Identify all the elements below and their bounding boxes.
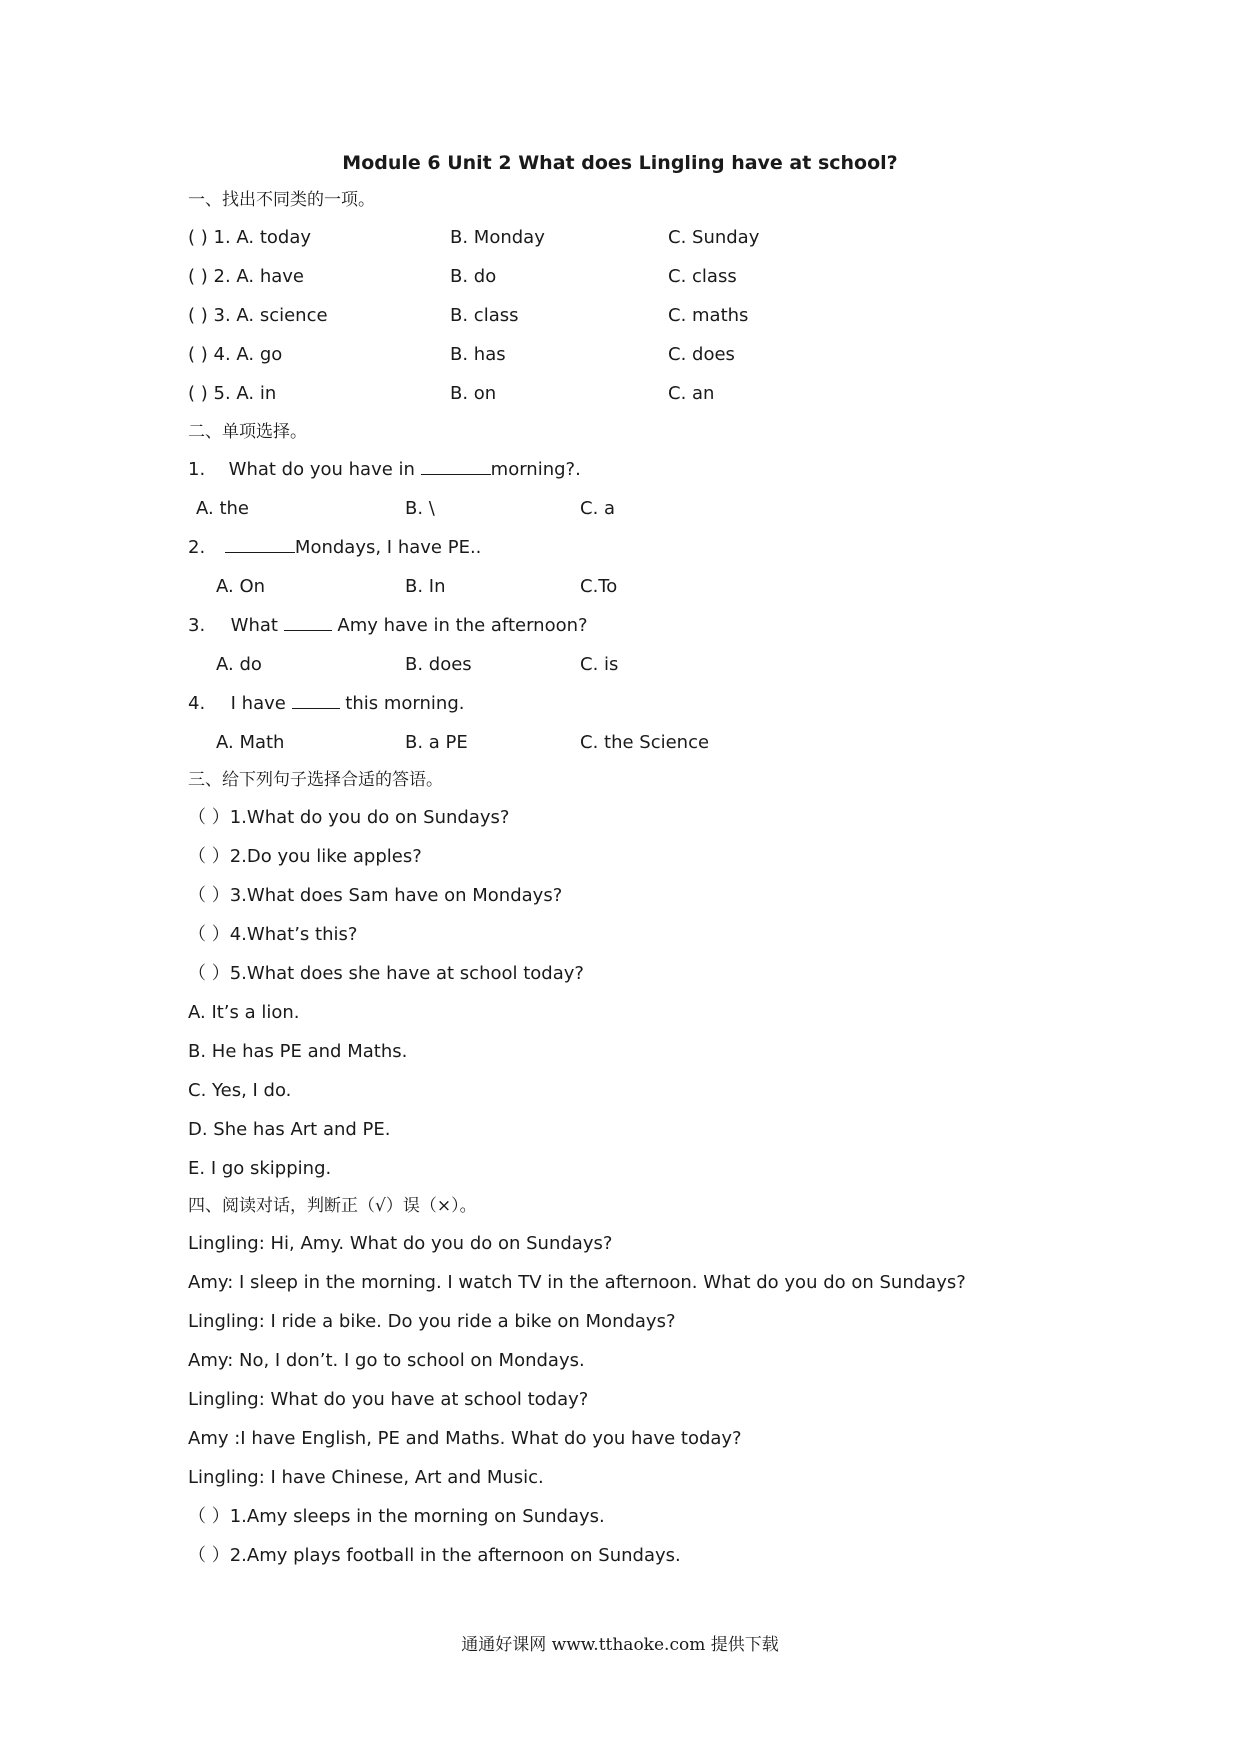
s2-q4-option-c: C. the Science bbox=[580, 732, 710, 753]
dialogue-line-5: Lingling: What do you have at school today? bbox=[188, 1389, 589, 1410]
s2-q1-before: What do you have in bbox=[228, 459, 421, 480]
s2-q3-option-c: C. is bbox=[580, 654, 619, 675]
s2-question-2 bbox=[188, 536, 481, 560]
s1-item-5-a: ( ) 5. A. in bbox=[188, 383, 277, 404]
dialogue-line-2: Amy: I sleep in the morning. I watch TV in the afternoon. What do you do on Sundays? bbox=[188, 1272, 966, 1293]
s1-item-2-c: C. class bbox=[668, 266, 737, 287]
s2-q4-before: I have bbox=[230, 693, 292, 714]
s2-q1-option-a: A. the bbox=[196, 498, 249, 519]
dialogue-line-7: Lingling: I have Chinese, Art and Music. bbox=[188, 1467, 544, 1488]
s3-question-3: （ ）3.What does Sam have on Mondays? bbox=[188, 885, 563, 906]
section2-heading: 二、单项选择。 bbox=[188, 422, 307, 442]
s1-item-1-b: B. Monday bbox=[450, 227, 545, 248]
section3-heading: 三、给下列句子选择合适的答语。 bbox=[188, 770, 443, 790]
s2-q2-num: 2. bbox=[188, 537, 206, 558]
s1-item-5-c: C. an bbox=[668, 383, 715, 404]
s1-item-4-b: B. has bbox=[450, 344, 506, 365]
s2-q4-after: this morning. bbox=[339, 693, 465, 714]
s2-q3-num: 3. bbox=[188, 615, 206, 636]
dialogue-line-6: Amy :I have English, PE and Maths. What do you have today? bbox=[188, 1428, 742, 1449]
dialogue-line-3: Lingling: I ride a bike. Do you ride a bike on Mondays? bbox=[188, 1311, 676, 1332]
dialogue-line-4: Amy: No, I don’t. I go to school on Mondays. bbox=[188, 1350, 585, 1371]
judgement-2: （ ）2.Amy plays football in the afternoon on Sundays. bbox=[188, 1545, 681, 1566]
answer-blank bbox=[225, 536, 295, 553]
judgement-1: （ ）1.Amy sleeps in the morning on Sundays. bbox=[188, 1506, 605, 1527]
s2-q4-option-a: A. Math bbox=[216, 732, 285, 753]
s3-answer-b: B. He has PE and Maths. bbox=[188, 1041, 408, 1062]
s3-question-2: （ ）2.Do you like apples? bbox=[188, 846, 422, 867]
s2-question-4 bbox=[188, 692, 464, 716]
s1-item-2-b: B. do bbox=[450, 266, 497, 287]
s2-q3-option-a: A. do bbox=[216, 654, 262, 675]
s2-question-3 bbox=[188, 614, 588, 638]
s1-item-3-a: ( ) 3. A. science bbox=[188, 305, 328, 326]
s2-q2-after: Mondays, I have PE.. bbox=[294, 537, 482, 558]
s1-item-4-a: ( ) 4. A. go bbox=[188, 344, 283, 365]
s3-answer-c: C. Yes, I do. bbox=[188, 1080, 292, 1101]
s2-q4-num: 4. bbox=[188, 693, 206, 714]
section4-heading: 四、阅读对话，判断正（√）误（×）。 bbox=[188, 1196, 477, 1216]
s2-q2-option-b: B. In bbox=[405, 576, 446, 597]
s1-item-5-b: B. on bbox=[450, 383, 497, 404]
s2-q1-option-c: C. a bbox=[580, 498, 616, 519]
s2-q3-before: What bbox=[230, 615, 284, 636]
s3-answer-d: D. She has Art and PE. bbox=[188, 1119, 391, 1140]
s3-question-5: （ ）5.What does she have at school today? bbox=[188, 963, 584, 984]
worksheet-title: Module 6 Unit 2 What does Lingling have at school? bbox=[342, 152, 898, 174]
section1-heading: 一、找出不同类的一项。 bbox=[188, 190, 375, 210]
s2-q3-after: Amy have in the afternoon? bbox=[331, 615, 588, 636]
s2-q4-option-b: B. a PE bbox=[405, 732, 468, 753]
s2-question-1 bbox=[188, 458, 581, 482]
answer-blank bbox=[421, 458, 491, 475]
dialogue-line-1: Lingling: Hi, Amy. What do you do on Sundays? bbox=[188, 1233, 613, 1254]
s2-q1-after: morning?. bbox=[490, 459, 581, 480]
s1-item-2-a: ( ) 2. A. have bbox=[188, 266, 304, 287]
s3-answer-a: A. It’s a lion. bbox=[188, 1002, 300, 1023]
s3-question-1: （ ）1.What do you do on Sundays? bbox=[188, 807, 510, 828]
s1-item-4-c: C. does bbox=[668, 344, 735, 365]
s2-q1-option-b: B. \ bbox=[405, 498, 435, 519]
s1-item-1-a: ( ) 1. A. today bbox=[188, 227, 312, 248]
s1-item-1-c: C. Sunday bbox=[668, 227, 760, 248]
answer-blank bbox=[292, 692, 340, 709]
s3-question-4: （ ）4.What’s this? bbox=[188, 924, 358, 945]
s2-q2-option-a: A. On bbox=[216, 576, 266, 597]
s3-answer-e: E. I go skipping. bbox=[188, 1158, 332, 1179]
s2-q1-num: 1. bbox=[188, 459, 206, 480]
s2-q3-option-b: B. does bbox=[405, 654, 472, 675]
s1-item-3-b: B. class bbox=[450, 305, 519, 326]
answer-blank bbox=[284, 614, 332, 631]
s1-item-3-c: C. maths bbox=[668, 305, 749, 326]
page-footer: 通通好课网 www.tthaoke.com 提供下载 bbox=[461, 1635, 779, 1655]
s2-q2-option-c: C.To bbox=[580, 576, 618, 597]
